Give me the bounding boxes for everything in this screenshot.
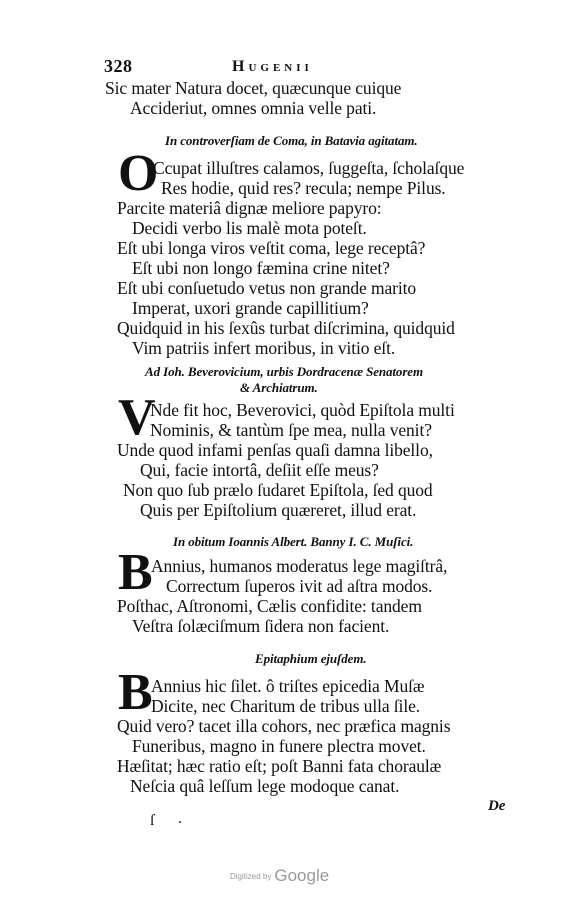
- poem-4-line: Neſcia quâ leſſum lege modoque canat.: [130, 776, 400, 796]
- poem-4-line: Quid vero? tacet illa cohors, nec præfica magnis: [117, 716, 451, 736]
- poem-1-line: Decidi verbo lis malè mota poteſt.: [132, 218, 367, 238]
- poem-2-title: Ad Ioh. Beverovicium, urbis Dordracenæ Senatorem: [145, 364, 423, 379]
- poem-1-line: Quidquid in his ſexûs turbat diſcrimina, quidquid: [117, 318, 455, 338]
- poem-1-drop-initial: O: [118, 145, 159, 202]
- poem-1-line: Vim patriis infert moribus, in vitio eſt.: [132, 338, 396, 358]
- page-number: 328: [104, 56, 133, 76]
- poem-3-line: Annius, humanos moderatus lege magiſtrâ,: [151, 556, 448, 576]
- poem-1-line: Imperat, uxori grande capillitium?: [132, 298, 369, 318]
- poem-3-line: Poſthac, Aſtronomi, Cælis confidite: tandem: [117, 596, 422, 616]
- poem-2-line: Quis per Epiſtolium quæreret, illud erat.: [140, 500, 417, 520]
- poem-2-line: Nde fit hoc, Beverovici, quòd Epiſtola multi: [150, 400, 455, 420]
- poem-2-line: Unde quod infami penſas quaſi damna libello,: [117, 440, 433, 460]
- poem-2-line: Non quo ſub prælo ſudaret Epiſtola, ſed quod: [123, 480, 433, 500]
- poem-4-line: Annius hic ſilet. ô triſtes epicedia Muſæ: [151, 676, 425, 696]
- poem-2-line: Qui, facie intortâ, deſiit eſſe meus?: [140, 460, 379, 480]
- catchword: De: [488, 798, 506, 814]
- poem-3-title: In obitum Ioannis Albert. Banny I. C. Muſici.: [173, 534, 414, 549]
- watermark-prefix: Digitized by: [230, 872, 272, 882]
- poem-2-line: Nominis, & tantùm ſpe mea, nulla venit?: [150, 420, 432, 440]
- running-head: Hugenii: [232, 58, 313, 75]
- poem-3-line: Veſtra ſolæciſmum ſidera non facient.: [132, 616, 390, 636]
- digitized-watermark: [230, 866, 329, 886]
- opening-line-1: Sic mater Natura docet, quæcunque cuique: [105, 78, 402, 98]
- poem-1-line: Parcite materiâ dignæ meliore papyro:: [117, 198, 382, 218]
- poem-1-line: Eſt ubi conſuetudo vetus non grande marito: [117, 278, 417, 298]
- poem-1-line: Eſt ubi longa viros veſtit coma, lege receptâ?: [117, 238, 426, 258]
- poem-4-title: Epitaphium ejuſdem.: [255, 651, 367, 666]
- poem-1-line: Res hodie, quid res? recula; nempe Pilus.: [161, 178, 446, 198]
- poem-3-line: Correctum ſuperos ivit ad aſtra modos.: [166, 576, 433, 596]
- stray-dot: .: [178, 810, 182, 827]
- poem-4-drop-initial: B: [118, 664, 153, 721]
- poem-3-drop-initial: B: [118, 544, 153, 601]
- poem-4-line: Funeribus, magno in funere plectra movet.: [132, 736, 426, 756]
- watermark-brand: Google: [274, 866, 330, 885]
- poem-2-title-continued: & Archiatrum.: [240, 380, 318, 395]
- poem-1-line: Ccupat illuſtres calamos, ſuggeſta, ſcholaſque: [153, 158, 465, 178]
- poem-1-line: Eſt ubi non longo fæmina crine nitet?: [132, 258, 390, 278]
- stray-mark: ſ: [150, 812, 155, 829]
- opening-line-2: Accideriut, omnes omnia velle pati.: [130, 98, 377, 118]
- poem-4-line: Dicite, nec Charitum de tribus ulla ſile.: [151, 696, 421, 716]
- poem-4-line: Hæſitat; hæc ratio eſt; poſt Banni fata choraulæ: [117, 756, 442, 776]
- poem-2-drop-initial: V: [118, 389, 156, 446]
- poem-1-title: In controverſiam de Coma, in Batavia agitatam.: [165, 133, 418, 148]
